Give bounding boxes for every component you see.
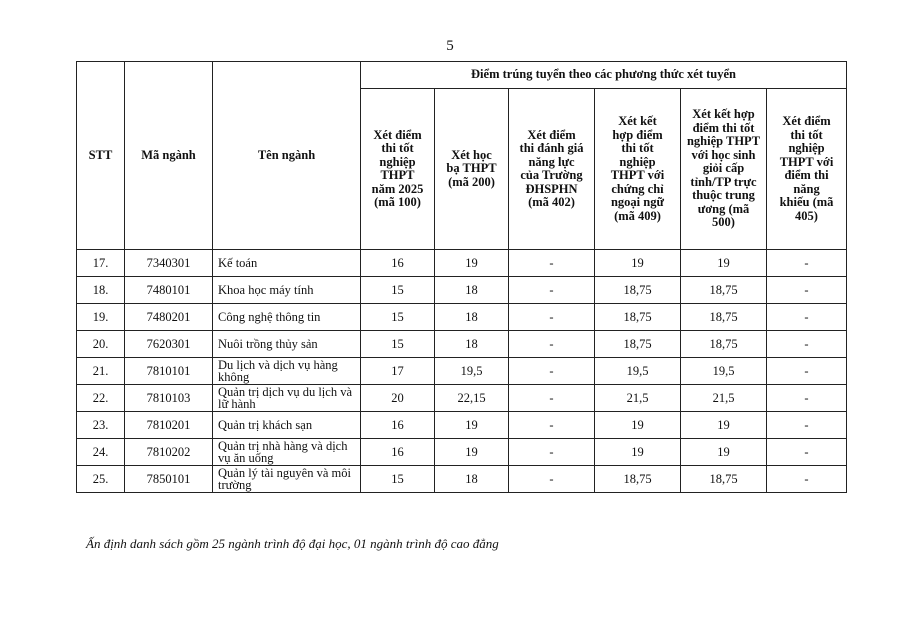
- table-row: [77, 250, 847, 277]
- score-m402-cell: -: [509, 358, 595, 385]
- score-m409-cell: 18,75: [595, 304, 681, 331]
- name-cell: Quản trị dịch vụ du lịch và lữ hành: [213, 385, 361, 412]
- code-cell: 7340301: [125, 250, 213, 277]
- code-cell: 7810202: [125, 439, 213, 466]
- score-m409-cell: 21,5: [595, 385, 681, 412]
- score-m200-cell: 18: [435, 304, 509, 331]
- score-m405-cell: -: [767, 439, 847, 466]
- stt-cell: 17.: [77, 250, 125, 277]
- name-cell: Quản lý tài nguyên và môi trường: [213, 466, 361, 493]
- score-m200-cell: 19: [435, 250, 509, 277]
- score-m402-cell: -: [509, 304, 595, 331]
- page-number: 5: [446, 38, 454, 54]
- score-m409-cell: 18,75: [595, 277, 681, 304]
- header-ma-nganh: Mã ngành: [125, 62, 213, 250]
- stt-cell: 22.: [77, 385, 125, 412]
- table-row: [77, 466, 847, 493]
- header-method-409: Xét kết hợp điểm thi tốt nghiệp THPT với chứng chỉ ngoại ngữ (mã 409): [595, 89, 681, 250]
- score-m405-cell: -: [767, 304, 847, 331]
- score-m500-cell: 18,75: [681, 304, 767, 331]
- score-m405-cell: -: [767, 331, 847, 358]
- score-m402-cell: -: [509, 277, 595, 304]
- table-row: [77, 412, 847, 439]
- score-m405-cell: -: [767, 385, 847, 412]
- header-method-402: Xét điểm thi đánh giá năng lực của Trường ĐHSPHN (mã 402): [509, 89, 595, 250]
- stt-cell: 25.: [77, 466, 125, 493]
- score-m100-cell: 16: [361, 439, 435, 466]
- table-row: [77, 304, 847, 331]
- score-m405-cell: -: [767, 358, 847, 385]
- code-cell: 7810101: [125, 358, 213, 385]
- score-m100-cell: 20: [361, 385, 435, 412]
- score-m402-cell: -: [509, 466, 595, 493]
- name-cell: Du lịch và dịch vụ hàng không: [213, 358, 361, 385]
- score-m405-cell: -: [767, 250, 847, 277]
- score-m100-cell: 15: [361, 277, 435, 304]
- score-m200-cell: 19: [435, 412, 509, 439]
- header-ten-nganh: Tên ngành: [213, 62, 361, 250]
- table-row: [77, 358, 847, 385]
- score-m402-cell: -: [509, 385, 595, 412]
- code-cell: 7480101: [125, 277, 213, 304]
- score-m500-cell: 18,75: [681, 466, 767, 493]
- admission-score-table: [76, 61, 847, 493]
- stt-cell: 18.: [77, 277, 125, 304]
- score-m100-cell: 16: [361, 412, 435, 439]
- header-method-100: Xét điểm thi tốt nghiệp THPT năm 2025 (mã 100): [361, 89, 435, 250]
- name-cell: Công nghệ thông tin: [213, 304, 361, 331]
- score-m409-cell: 19: [595, 439, 681, 466]
- score-m409-cell: 18,75: [595, 331, 681, 358]
- code-cell: 7620301: [125, 331, 213, 358]
- score-m409-cell: 19,5: [595, 358, 681, 385]
- score-m100-cell: 15: [361, 466, 435, 493]
- score-m100-cell: 15: [361, 331, 435, 358]
- stt-cell: 19.: [77, 304, 125, 331]
- stt-cell: 21.: [77, 358, 125, 385]
- name-cell: Kế toán: [213, 250, 361, 277]
- score-m100-cell: 17: [361, 358, 435, 385]
- score-m409-cell: 19: [595, 250, 681, 277]
- stt-cell: 23.: [77, 412, 125, 439]
- score-m200-cell: 22,15: [435, 385, 509, 412]
- stt-cell: 24.: [77, 439, 125, 466]
- score-m500-cell: 18,75: [681, 331, 767, 358]
- score-m405-cell: -: [767, 466, 847, 493]
- header-method-group: Điểm trúng tuyển theo các phương thức xét tuyển: [361, 62, 847, 89]
- table-row: [77, 277, 847, 304]
- code-cell: 7810103: [125, 385, 213, 412]
- table-body: [77, 250, 847, 493]
- table-row: [77, 385, 847, 412]
- score-m200-cell: 18: [435, 277, 509, 304]
- name-cell: Khoa học máy tính: [213, 277, 361, 304]
- score-m200-cell: 18: [435, 466, 509, 493]
- score-m409-cell: 19: [595, 412, 681, 439]
- name-cell: Quản trị khách sạn: [213, 412, 361, 439]
- code-cell: 7480201: [125, 304, 213, 331]
- stt-cell: 20.: [77, 331, 125, 358]
- header-method-405: Xét điểm thi tốt nghiệp THPT với điểm thi năng khiếu (mã 405): [767, 89, 847, 250]
- score-m500-cell: 18,75: [681, 277, 767, 304]
- footnote: Ấn định danh sách gồm 25 ngành trình độ đại học, 01 ngành trình độ cao đẳng: [86, 536, 499, 551]
- score-m100-cell: 15: [361, 304, 435, 331]
- score-m500-cell: 19: [681, 412, 767, 439]
- score-m200-cell: 19: [435, 439, 509, 466]
- score-m402-cell: -: [509, 412, 595, 439]
- table-row: [77, 439, 847, 466]
- table-row: [77, 331, 847, 358]
- code-cell: 7810201: [125, 412, 213, 439]
- score-m500-cell: 19: [681, 439, 767, 466]
- name-cell: Quản trị nhà hàng và dịch vụ ăn uống: [213, 439, 361, 466]
- score-m200-cell: 19,5: [435, 358, 509, 385]
- score-m405-cell: -: [767, 277, 847, 304]
- score-m500-cell: 19: [681, 250, 767, 277]
- score-m402-cell: -: [509, 250, 595, 277]
- score-m200-cell: 18: [435, 331, 509, 358]
- code-cell: 7850101: [125, 466, 213, 493]
- score-m500-cell: 19,5: [681, 358, 767, 385]
- score-m402-cell: -: [509, 439, 595, 466]
- score-m405-cell: -: [767, 412, 847, 439]
- score-m409-cell: 18,75: [595, 466, 681, 493]
- score-m402-cell: -: [509, 331, 595, 358]
- header-stt: STT: [77, 62, 125, 250]
- score-m500-cell: 21,5: [681, 385, 767, 412]
- name-cell: Nuôi trồng thủy sản: [213, 331, 361, 358]
- header-method-200: Xét học bạ THPT (mã 200): [435, 89, 509, 250]
- score-m100-cell: 16: [361, 250, 435, 277]
- header-method-500: Xét kết hợp điểm thi tốt nghiệp THPT với học sinh giỏi cấp tỉnh/TP trực thuộc trung ương (mã 500): [681, 89, 767, 250]
